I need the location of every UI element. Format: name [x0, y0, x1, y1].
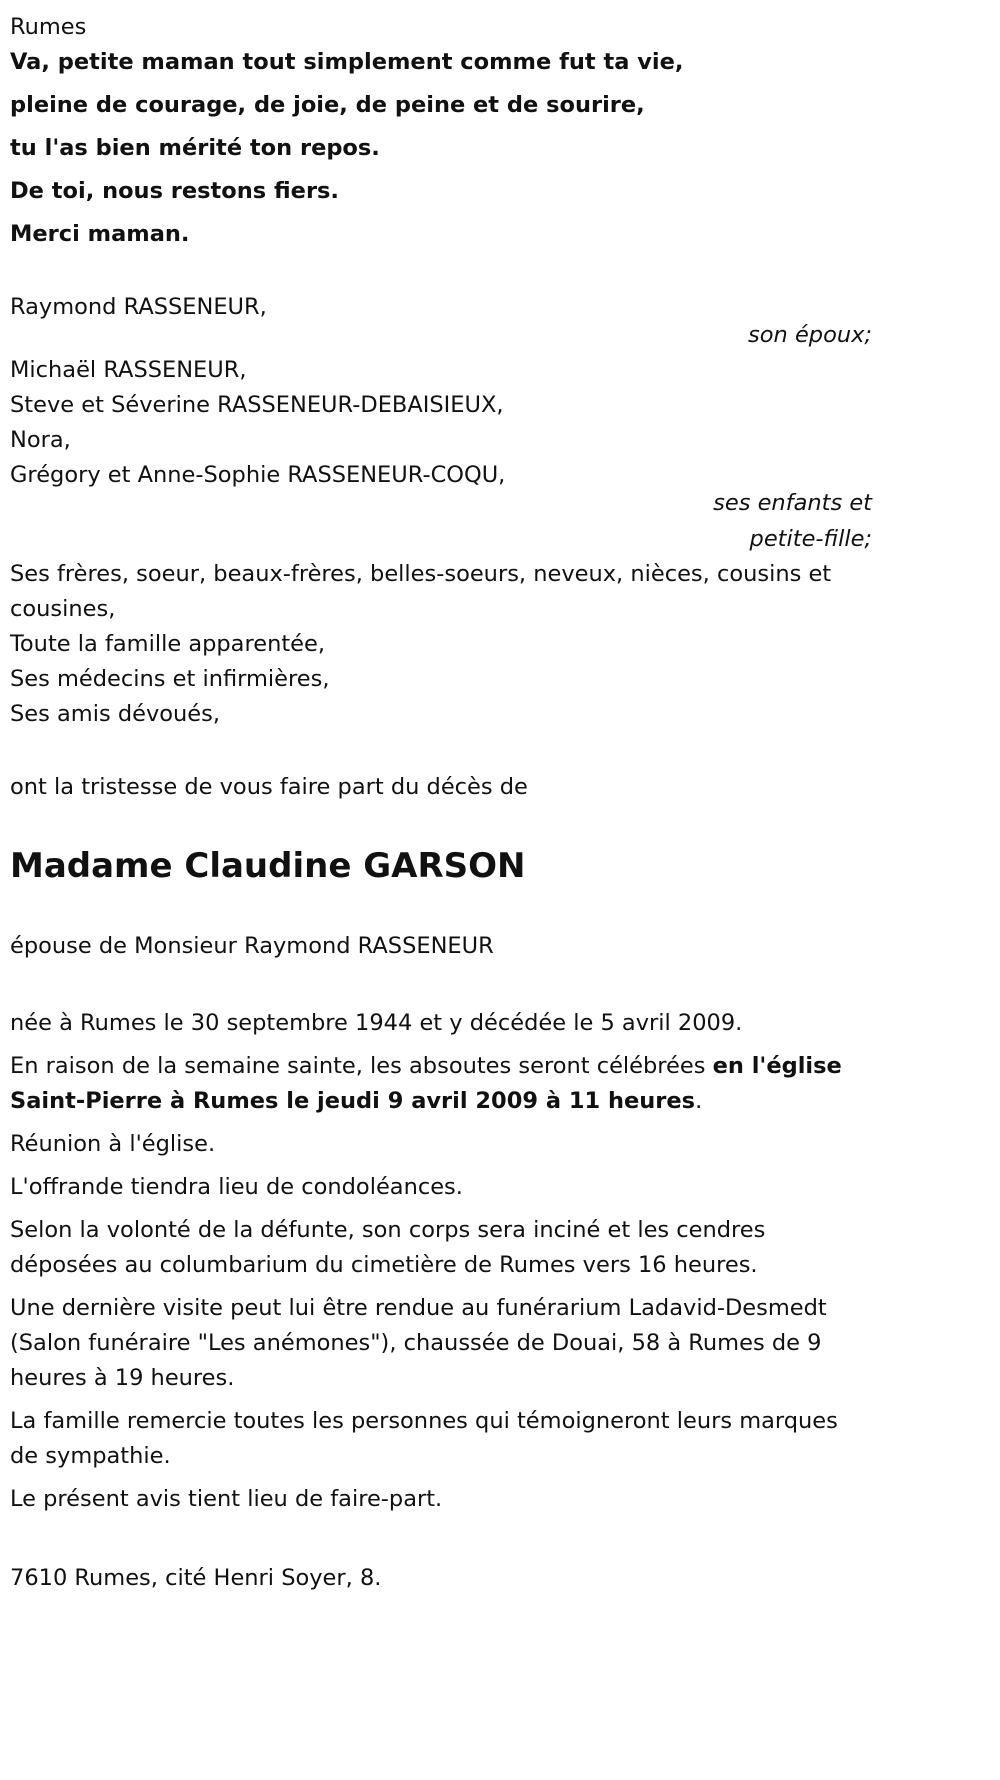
announcement: ont la tristesse de vous faire part du décès de	[10, 774, 528, 800]
spouse-block	[10, 290, 872, 353]
child-name: Grégory et Anne-Sophie RASSENEUR-COQU,	[10, 462, 506, 488]
deceased-name: Madame Claudine GARSON	[10, 846, 526, 886]
spouse-name: Raymond RASSENEUR,	[10, 294, 267, 320]
visit-info: Une dernière visite peut lui être rendue au funérarium Ladavid-Desmedt (Salon funéraire "Les anémones"), chaussée de Douai, 58 à Rumes de 9 heures à 19 heures.	[10, 1295, 827, 1391]
ceremony-info	[10, 1049, 872, 1119]
family-address: 7610 Rumes, cité Henri Soyer, 8.	[10, 1565, 382, 1591]
birth-death-dates: née à Rumes le 30 septembre 1944 et y décédée le 5 avril 2009.	[10, 1010, 743, 1036]
deceased-spouse-of: épouse de Monsieur Raymond RASSENEUR	[10, 933, 494, 959]
other-family-line: Ses médecins et infirmières,	[10, 666, 330, 692]
children-relation	[10, 485, 872, 557]
other-family-line: Toute la famille apparentée,	[10, 631, 325, 657]
ceremony-place-time: en l'église Saint-Pierre à Rumes le jeudi 9 avril 2009 à 11 heures	[10, 1053, 842, 1114]
children-block	[10, 353, 872, 557]
offering-info: L'offrande tiendra lieu de condoléances.	[10, 1174, 463, 1200]
poem-line: pleine de courage, de joie, de peine et de sourire,	[10, 92, 645, 118]
poem-line: tu l'as bien mérité ton repos.	[10, 135, 380, 161]
poem-line: De toi, nous restons fiers.	[10, 178, 339, 204]
child-name: Nora,	[10, 427, 71, 453]
children-relation-line: ses enfants et	[713, 490, 872, 516]
children-relation-line: petite-fille;	[749, 526, 872, 552]
ceremony-intro: En raison de la semaine sainte, les absoutes seront célébrées	[10, 1053, 713, 1079]
ceremony-end: .	[695, 1088, 703, 1114]
child-name: Steve et Séverine RASSENEUR-DEBAISIEUX,	[10, 392, 504, 418]
other-family-line: Ses frères, soeur, beaux-frères, belles-soeurs, neveux, nièces, cousins et cousines,	[10, 561, 832, 622]
notice-info: Le présent avis tient lieu de faire-part.	[10, 1486, 443, 1512]
poem-line: Va, petite maman tout simplement comme fut ta vie,	[10, 49, 684, 75]
child-name: Michaël RASSENEUR,	[10, 357, 247, 383]
poem	[10, 45, 872, 252]
town-header: Rumes	[10, 14, 87, 40]
obituary-notice	[10, 10, 872, 1596]
spouse-relation: son époux;	[748, 322, 872, 348]
other-family-line: Ses amis dévoués,	[10, 701, 221, 727]
meeting-info: Réunion à l'église.	[10, 1131, 216, 1157]
cremation-info: Selon la volonté de la défunte, son corps sera inciné et les cendres déposées au columbarium du cimetière de Rumes vers 16 heures.	[10, 1217, 766, 1278]
other-family-block	[10, 557, 872, 732]
thanks-info: La famille remercie toutes les personnes qui témoigneront leurs marques de sympathie.	[10, 1408, 838, 1469]
poem-line: Merci maman.	[10, 221, 190, 247]
